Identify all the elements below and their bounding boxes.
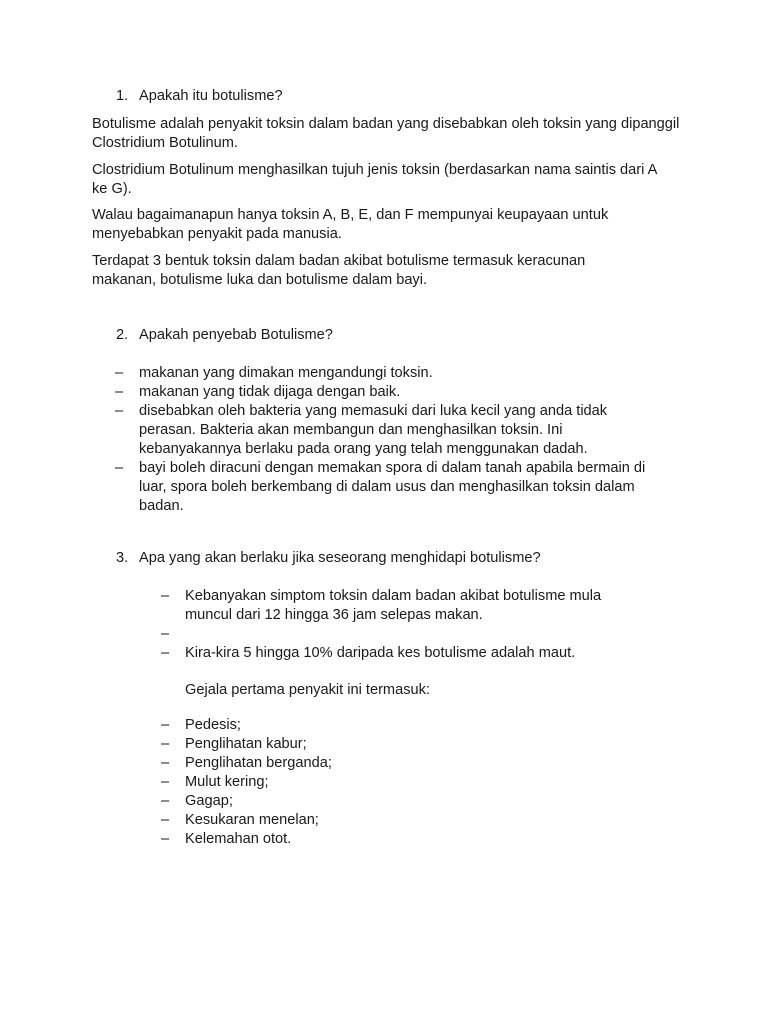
- list-item-text: Kesukaran menelan;: [185, 812, 319, 828]
- list-item: [0, 792, 700, 811]
- dash-bullet: –: [161, 774, 170, 790]
- list-item: [0, 364, 499, 383]
- section2-cause-list: [0, 364, 700, 516]
- list-item: [0, 830, 700, 849]
- dash-bullet: –: [161, 588, 170, 604]
- dash-bullet: –: [161, 831, 170, 847]
- list-item-text: makanan yang dimakan mengandungi toksin.: [139, 365, 433, 381]
- list-item: [0, 383, 499, 402]
- list-item-text: Penglihatan berganda;: [185, 755, 332, 771]
- list-item-text: Gagap;: [185, 793, 233, 809]
- section1-number: 1.: [116, 88, 129, 104]
- section3-number: 3.: [116, 550, 129, 566]
- list-item-text: bayi boleh diracuni dengan memakan spora di dalam tanah apabila bermain di luar, spora boleh berkembang di dalam usus dan menghasilkan toksin dalam badan.: [139, 460, 646, 514]
- dash-bullet: –: [161, 812, 170, 828]
- dash-bullet: –: [161, 755, 170, 771]
- list-item: [0, 625, 645, 644]
- paragraph-text: Clostridium Botulinum menghasilkan tujuh jenis toksin (berdasarkan nama saintis dari A ke G).: [92, 162, 657, 197]
- section1-paragraph-1: [92, 115, 682, 153]
- list-item: [0, 644, 645, 663]
- section1-title: Apakah itu botulisme?: [139, 88, 283, 104]
- dash-bullet: –: [115, 365, 124, 381]
- list-item-text: makanan yang tidak dijaga dengan baik.: [139, 384, 401, 400]
- list-item: [0, 459, 669, 516]
- section3-effects-list: [0, 587, 700, 663]
- paragraph-text: Walau bagaimanapun hanya toksin A, B, E, dan F mempunyai keupayaan untuk menyebabkan penyakit pada manusia.: [92, 207, 609, 242]
- list-item: [0, 773, 700, 792]
- dash-bullet: –: [161, 736, 170, 752]
- list-item: [0, 716, 700, 735]
- list-item-text: Kebanyakan simptom toksin dalam badan akibat botulisme mula muncul dari 12 hingga 36 jam selepas makan.: [185, 588, 602, 623]
- section1-paragraph-2: [92, 161, 672, 199]
- section3-title: Apa yang akan berlaku jika seseorang menghidapi botulisme?: [139, 550, 541, 566]
- list-item: [0, 811, 700, 830]
- list-item-text: Pedesis;: [185, 717, 241, 733]
- dash-bullet: –: [115, 384, 124, 400]
- list-item-text: Kira-kira 5 hingga 10% daripada kes botulisme adalah maut.: [185, 645, 576, 661]
- dash-bullet: –: [161, 717, 170, 733]
- list-item: [0, 735, 700, 754]
- dash-bullet: –: [161, 626, 170, 642]
- list-item-text: Penglihatan kabur;: [185, 736, 307, 752]
- section2-title: Apakah penyebab Botulisme?: [139, 327, 333, 343]
- list-item: [0, 587, 645, 625]
- dash-bullet: –: [115, 403, 124, 419]
- list-item-text: disebabkan oleh bakteria yang memasuki dari luka kecil yang anda tidak perasan. Bakteria akan membangun dan menghasilkan toksin. Ini kebanyakannya berlaku pada orang yang telah menggunakan dadah.: [139, 403, 608, 457]
- paragraph-text: Botulisme adalah penyakit toksin dalam badan yang disebabkan oleh toksin yang dipanggil Clostridium Botulinum.: [92, 116, 680, 151]
- dash-bullet: –: [161, 793, 170, 809]
- dash-bullet: –: [161, 645, 170, 661]
- symptoms-list: [0, 716, 700, 849]
- paragraph-text: Terdapat 3 bentuk toksin dalam badan akibat botulisme termasuk keracunan makanan, botulisme luka dan botulisme dalam bayi.: [92, 253, 586, 288]
- list-item: [0, 402, 644, 459]
- dash-bullet: –: [115, 460, 124, 476]
- symptoms-subheading: Gejala pertama penyakit ini termasuk:: [185, 682, 430, 698]
- section1-paragraph-3: [92, 206, 672, 244]
- list-item: [0, 754, 700, 773]
- list-item-text: Kelemahan otot.: [185, 831, 292, 847]
- list-item-text: Mulut kering;: [185, 774, 269, 790]
- section1-paragraph-4: [92, 252, 647, 290]
- section2-number: 2.: [116, 327, 129, 343]
